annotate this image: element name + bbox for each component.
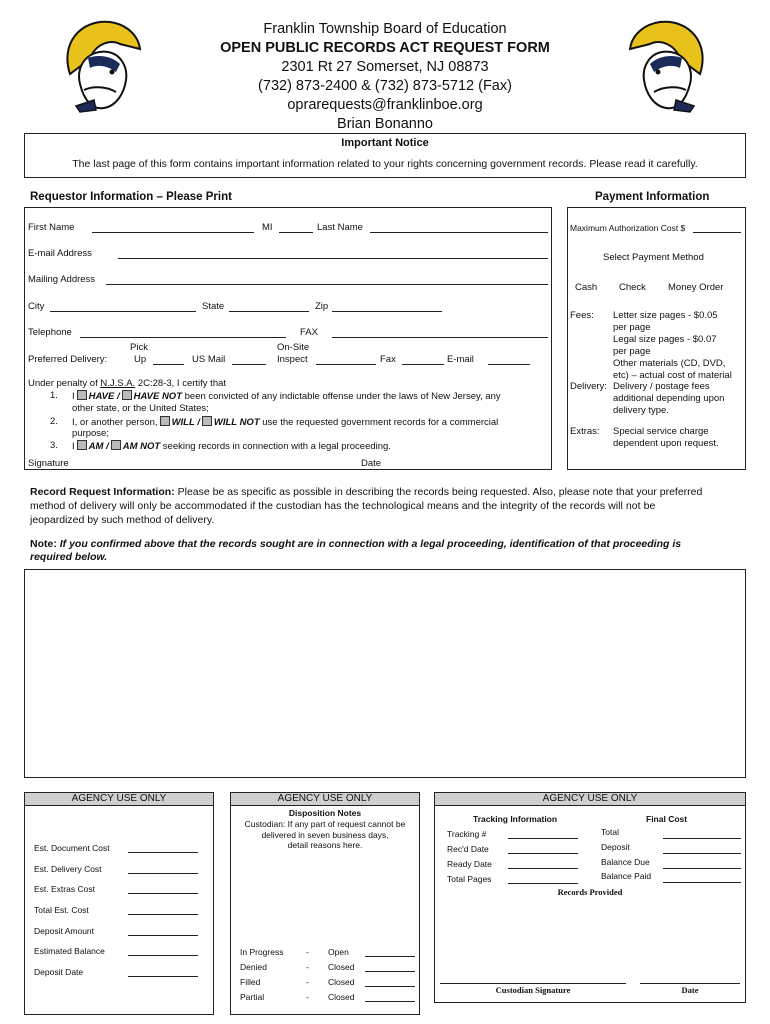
fees-label: Fees: [570, 310, 594, 321]
last-name-field[interactable] [370, 232, 548, 233]
fax-label: FAX [300, 327, 318, 338]
payment-cash[interactable]: Cash [575, 282, 598, 293]
item3-text: I AM / AM NOT seeking records in connection with a legal proceeding. [72, 441, 391, 452]
mi-field[interactable] [279, 232, 313, 233]
mailing-label: Mailing Address [28, 274, 96, 285]
status-closed-3-field[interactable] [365, 1001, 415, 1002]
legal-note: Note: If you confirmed above that the records sought are in connection with a legal proceeding, identification of that proceeding is required below. [30, 538, 682, 563]
final-deposit-field[interactable] [663, 853, 741, 854]
status-filled[interactable]: Filled [240, 977, 261, 987]
final-deposit-label: Deposit [601, 842, 630, 852]
am-checkbox[interactable] [77, 440, 87, 450]
inspect-label: Inspect [277, 354, 308, 365]
email: oprarequests@franklinboe.org [287, 97, 483, 113]
status-dash-4: - [306, 992, 309, 1002]
deposit-date-field[interactable] [128, 976, 198, 977]
agency-heading-2: AGENCY USE ONLY [231, 793, 419, 806]
have-not-checkbox[interactable] [122, 390, 132, 400]
pick-label: Pick [130, 342, 148, 353]
fax-option-label: Fax [380, 354, 396, 365]
inspect-field[interactable] [316, 364, 376, 365]
total-est-cost-field[interactable] [128, 914, 198, 915]
delivery-label: Delivery: [570, 381, 607, 392]
deposit-date-label: Deposit Date [34, 967, 84, 977]
contact-name: Brian Bonanno [337, 116, 433, 132]
state-field[interactable] [229, 311, 309, 312]
item1-num: 1. [50, 390, 58, 401]
org-name: Franklin Township Board of Education [263, 21, 507, 37]
city-field[interactable] [50, 311, 196, 312]
payment-check[interactable]: Check [619, 282, 646, 293]
mi-label: MI [262, 222, 273, 233]
deposit-amount-label: Deposit Amount [34, 926, 95, 936]
status-in-progress[interactable]: In Progress [240, 947, 284, 957]
final-total-field[interactable] [663, 838, 741, 839]
payment-money-order[interactable]: Money Order [668, 282, 724, 293]
tracking-number-label: Tracking # [447, 829, 487, 839]
email-option-label: E-mail [447, 354, 474, 365]
record-request-info: Record Request Information: Please be as specific as possible in describing the records being requested. Also, please note that your preferred method of delivery will only be accommodated if the custodian has the technological means and the integrity of the records will not be jeopardized by such method of delivery. [30, 486, 703, 526]
have-checkbox[interactable] [77, 390, 87, 400]
recd-date-label: Rec'd Date [447, 844, 489, 854]
state-label: State [202, 301, 225, 312]
usmail-label: US Mail [192, 354, 226, 365]
status-denied[interactable]: Denied [240, 962, 267, 972]
balance-paid-label: Balance Paid [601, 871, 652, 881]
email-field[interactable] [118, 258, 548, 259]
agency-heading-1: AGENCY USE ONLY [25, 793, 213, 806]
extras-label: Extras: [570, 426, 600, 437]
est-doc-cost-label: Est. Document Cost [34, 843, 110, 853]
disposition-instructions: Custodian: If any part of request cannot be delivered in seven business days, detail reasons here. [244, 819, 406, 850]
email-label: E-mail Address [28, 248, 92, 259]
final-total-label: Total [601, 827, 619, 837]
final-cost-title: Final Cost [646, 814, 688, 824]
telephone-label: Telephone [28, 327, 72, 338]
up-label: Up [134, 354, 147, 365]
estimated-balance-label: Estimated Balance [34, 946, 105, 956]
address: 2301 Rt 27 Somerset, NJ 08873 [281, 59, 489, 75]
will-not-checkbox[interactable] [202, 416, 212, 426]
date-label: Date [361, 458, 382, 469]
status-closed-1-field[interactable] [365, 971, 415, 972]
preferred-delivery-label: Preferred Delivery: [28, 354, 108, 365]
status-closed-2-field[interactable] [365, 986, 415, 987]
first-name-label: First Name [28, 222, 75, 233]
ready-date-field[interactable] [508, 868, 578, 869]
last-name-label: Last Name [317, 222, 363, 233]
status-dash-3: - [306, 977, 309, 987]
agency-cost-box [24, 792, 214, 1015]
item1-cont: other state, or the United States; [72, 403, 209, 414]
estimated-balance-field[interactable] [128, 955, 198, 956]
mailing-field[interactable] [106, 284, 548, 285]
est-doc-cost-field[interactable] [128, 852, 198, 853]
total-pages-label: Total Pages [447, 874, 492, 884]
item2-cont: purpose; [72, 428, 109, 439]
am-not-checkbox[interactable] [111, 440, 121, 450]
total-pages-field[interactable] [508, 883, 578, 884]
agency-heading-3: AGENCY USE ONLY [435, 793, 745, 806]
deposit-amount-field[interactable] [128, 935, 198, 936]
status-partial[interactable]: Partial [240, 992, 265, 1002]
status-dash-2: - [306, 962, 309, 972]
fees-text: Letter size pages - $0.05 per page Legal size pages - $0.07 per page Other materials (CD, DVD, etc) – actual cost of material [613, 310, 732, 381]
select-payment-label: Select Payment Method [603, 252, 704, 263]
est-extras-cost-field[interactable] [128, 893, 198, 894]
pickup-field[interactable] [153, 364, 184, 365]
max-auth-field[interactable] [693, 232, 741, 233]
notice-title: Important Notice [341, 137, 429, 149]
important-notice [24, 133, 746, 178]
disposition-notes-title: Disposition Notes [288, 808, 362, 818]
custodian-date-field[interactable] [640, 983, 740, 984]
records-provided-label: Records Provided [557, 887, 623, 897]
fax-option-field[interactable] [402, 364, 444, 365]
tracking-info-title: Tracking Information [473, 814, 558, 824]
payment-heading: Payment Information [595, 191, 710, 203]
delivery-text: Delivery / postage fees additional depending upon delivery type. [613, 381, 725, 416]
status-dash-1: - [306, 947, 309, 957]
zip-label: Zip [315, 301, 329, 312]
telephone-field[interactable] [80, 337, 286, 338]
requestor-heading: Requestor Information – Please Print [30, 191, 232, 203]
custodian-signature-field[interactable] [440, 983, 626, 984]
status-open-field[interactable] [365, 956, 415, 957]
max-auth-label: Maximum Authorization Cost $ [570, 223, 686, 233]
will-checkbox[interactable] [160, 416, 170, 426]
est-delivery-cost-label: Est. Delivery Cost [34, 864, 102, 874]
first-name-field[interactable] [92, 232, 254, 233]
est-delivery-cost-field[interactable] [128, 873, 198, 874]
usmail-field[interactable] [232, 364, 266, 365]
item3-num: 3. [50, 440, 58, 451]
signature-label: Signature [28, 458, 69, 469]
onsite-label: On-Site [277, 342, 310, 353]
balance-due-field[interactable] [663, 868, 741, 869]
trojan-logo-right-icon [626, 14, 720, 114]
extras-text: Special service charge dependent upon request. [613, 426, 719, 449]
notice-text: The last page of this form contains important information related to your rights concerning government records. Please read it carefully. [72, 158, 698, 170]
total-est-cost-label: Total Est. Cost [34, 905, 89, 915]
phone: (732) 873-2400 & (732) 873-5712 (Fax) [258, 78, 512, 94]
ready-date-label: Ready Date [447, 859, 492, 869]
balance-due-label: Balance Due [601, 857, 650, 867]
custodian-signature-label: Custodian Signature [495, 985, 571, 995]
status-open: Open [328, 947, 349, 957]
penalty-text: Under penalty of N.J.S.A. 2C:28-3, I certify that [28, 378, 227, 389]
trojan-logo-left-icon [50, 14, 144, 114]
est-extras-cost-label: Est. Extras Cost [34, 884, 95, 894]
email-option-field[interactable] [488, 364, 530, 365]
item2-text: I, or another person, WILL / WILL NOT use the requested government records for a commercial [72, 417, 499, 428]
fax-field[interactable] [332, 337, 548, 338]
status-closed-3: Closed [328, 992, 355, 1002]
status-closed-2: Closed [328, 977, 355, 987]
city-label: City [28, 301, 45, 312]
tracking-number-field[interactable] [508, 838, 578, 839]
form-title: OPEN PUBLIC RECORDS ACT REQUEST FORM [220, 40, 550, 56]
status-closed-1: Closed [328, 962, 355, 972]
recd-date-field[interactable] [508, 853, 578, 854]
custodian-date-label: Date [681, 985, 699, 995]
records-description-textarea[interactable] [24, 569, 746, 778]
item1-text: I HAVE / HAVE NOT been convicted of any indictable offense under the laws of New Jersey, any [72, 391, 501, 402]
balance-paid-field[interactable] [663, 882, 741, 883]
item2-num: 2. [50, 416, 58, 427]
zip-field[interactable] [332, 311, 442, 312]
